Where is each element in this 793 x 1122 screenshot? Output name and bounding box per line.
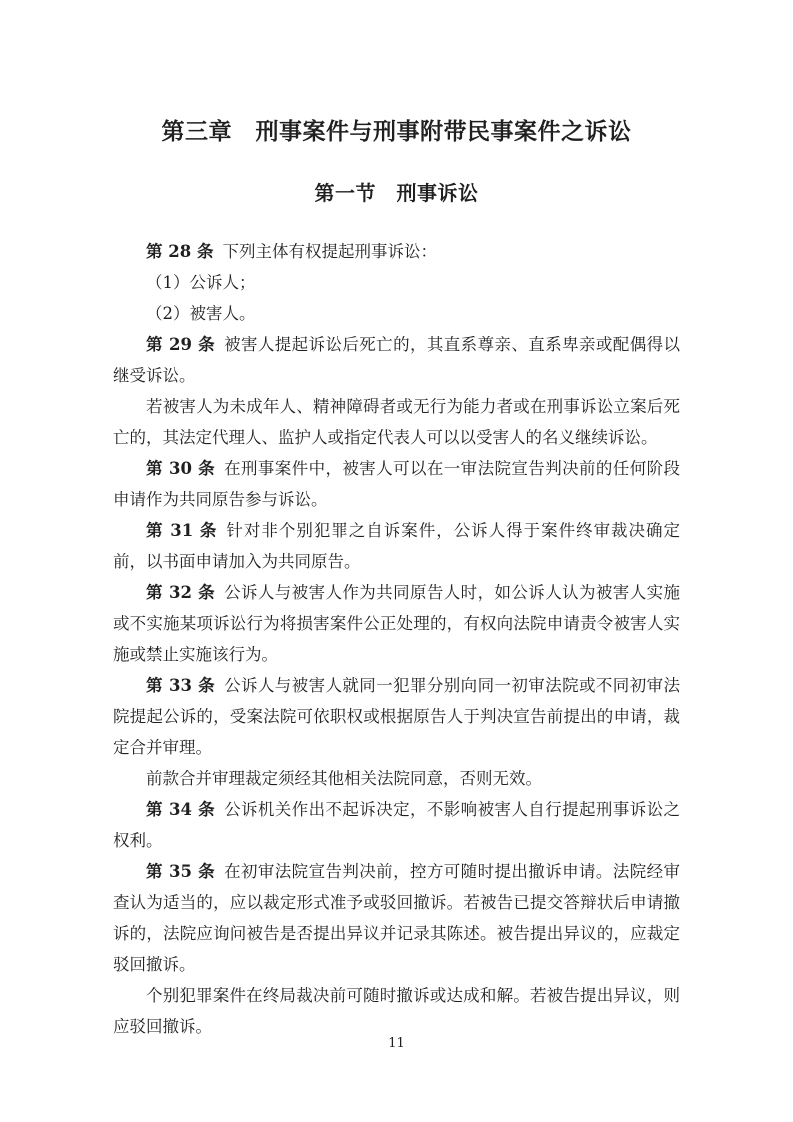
paragraph-list (113, 236, 680, 1042)
section-title: 第一节 刑事诉讼 (314, 181, 479, 205)
article-text: 个别犯罪案件在终局裁决前可随时撤诉或达成和解。若被告提出异议，则应驳回撤诉。 (113, 986, 680, 1036)
article-text: 被害人提起诉讼后死亡的，其直系尊亲、直系卑亲或配偶得以继受诉讼。 (113, 335, 681, 385)
article-text: 针对非个别犯罪之自诉案件，公诉人得于案件终审裁决确定前，以书面申请加入为共同原告。 (113, 521, 680, 571)
article-number-label: 第 34 条 (146, 800, 216, 819)
article-paragraph (113, 329, 680, 391)
article-paragraph (113, 267, 680, 298)
article-paragraph (113, 794, 680, 856)
article-paragraph (113, 763, 680, 794)
article-number-label: 第 28 条 (146, 242, 214, 261)
article-text: 若被害人为未成年人、精神障碍者或无行为能力者或在刑事诉讼立案后死亡的，其法定代理人、监护人或指定代表人可以以受害人的名义继续诉讼。 (113, 397, 680, 447)
article-text: 前款合并审理裁定须经其他相关法院同意，否则无效。 (146, 769, 542, 788)
article-paragraph (113, 515, 680, 577)
article-text: 在刑事案件中，被害人可以在一审法院宣告判决前的任何阶段申请作为共同原告参与诉讼。 (113, 459, 681, 509)
article-number-label: 第 31 条 (146, 521, 218, 540)
article-paragraph (113, 453, 680, 515)
chapter-title: 第三章 刑事案件与刑事附带民事案件之诉讼 (161, 118, 632, 145)
article-number-label: 第 35 条 (146, 862, 216, 881)
article-number-label: 第 29 条 (146, 335, 216, 354)
article-paragraph (113, 577, 680, 670)
article-number-label: 第 32 条 (146, 583, 216, 602)
article-number-label: 第 33 条 (146, 676, 216, 695)
page-number: 11 (388, 1036, 405, 1051)
article-text: 在初审法院宣告判决前，控方可随时提出撤诉申请。法院经审查认为适当的，应以裁定形式准予或驳回撤诉。若被告已提交答辩状后申请撤诉的，法院应询问被告是否提出异议并记录其陈述。被告提出异议的，应裁定驳回撤诉。 (113, 862, 681, 974)
article-text: （2）被害人。 (146, 304, 256, 323)
article-paragraph (113, 236, 680, 267)
article-number-label: 第 30 条 (146, 459, 216, 478)
article-paragraph (113, 391, 680, 453)
article-paragraph (113, 670, 680, 763)
article-text: 公诉人与被害人就同一犯罪分别向同一初审法院或不同初审法院提起公诉的，受案法院可依职权或根据原告人于判决宣告前提出的申请，裁定合并审理。 (113, 676, 681, 757)
article-text: 下列主体有权提起刑事诉讼： (222, 242, 437, 261)
article-text: 公诉人与被害人作为共同原告人时，如公诉人认为被害人实施或不实施某项诉讼行为将损害案件公正处理的，有权向法院申请责令被害人实施或禁止实施该行为。 (113, 583, 681, 664)
article-text: 公诉机关作出不起诉决定，不影响被害人自行提起刑事诉讼之权利。 (113, 800, 681, 850)
article-paragraph (113, 298, 680, 329)
article-text: （1）公诉人； (146, 273, 256, 292)
article-paragraph (113, 856, 680, 980)
article-paragraph (113, 980, 680, 1042)
